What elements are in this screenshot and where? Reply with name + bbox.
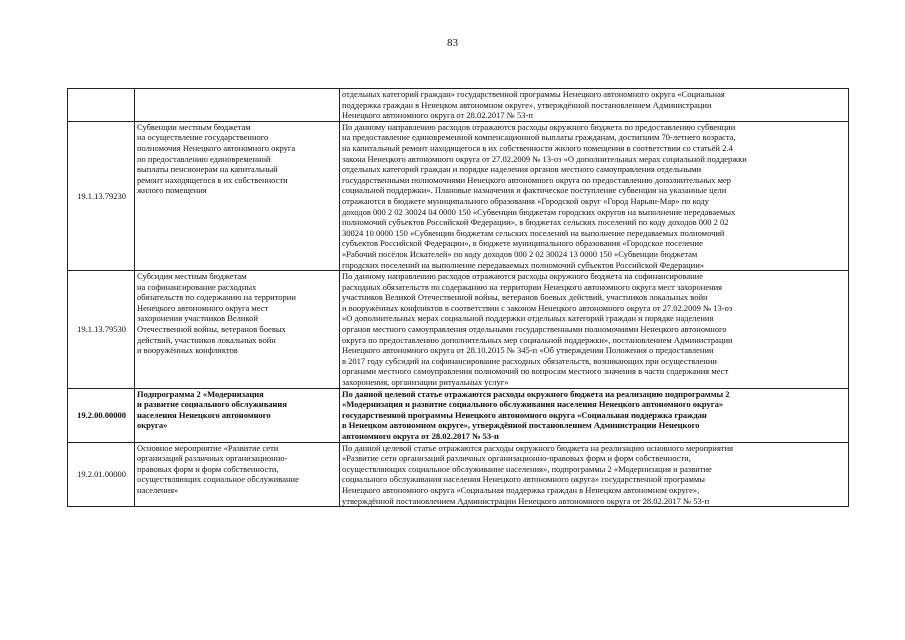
row-code: 19.1.13.79230 [68, 121, 135, 270]
row-description: По данному направлению расходов отражаются расходы окружного бюджета на софинансирование расходных обязательств по содержанию на территории Ненецкого автономного округа мест захоронения участников Великой Отечественной войны, ветеранов боевых действий, участников локальных войн и вооружённых конфликтов в соответствии с законом Ненецкого автономного округа от 27.02.2009 № 13-оз «О дополнительных мерах социальной поддержки отдельных категорий граждан и порядке наделения органов местного самоуправления отдельными государственными полномочиями Ненецкого автономного округа по предоставлению дополнительных мер социальной поддержки», постановлением Администрации Ненецкого автономного округа от 28.10.2015 № 345-п «Об утверждении Положения о предоставлении в 2017 году субсидий на софинансирование расходных обязательств, возникающих при осуществлении органами местного самоуправления полномочий по вопросам местного значения в части содержания мест захоронения, организации ритуальных услуг» [340, 271, 849, 389]
page-number: 83 [447, 37, 458, 49]
row-code: 19.2.01.00000 [68, 442, 135, 507]
row-name: Субсидии местным бюджетам на софинансирование расходных обязательств по содержанию на территории Ненецкого автономного округа мест захоронения участников Великой Отечественной войны, ветеранов боевых действий, участников локальных войн и вооружённых конфликтов [135, 271, 340, 389]
table-row [68, 121, 849, 270]
row-name: Основное мероприятие «Развитие сети организаций различных организационно- правовых форм и форм собственности, осуществляющих социальное обслуживание населения» [135, 442, 340, 507]
row-name: Подпрограмма 2 «Модернизация и развитие социального обслуживания населения Ненецкого автономного округа» [135, 388, 340, 442]
table-row [68, 271, 849, 389]
row-name [135, 89, 340, 122]
row-description: По данной целевой статье отражаются расходы окружного бюджета на реализацию подпрограммы 2 «Модернизация и развитие социального обслуживания населения Ненецкого автономного округа» государственной программы Ненецкого автономного округа «Социальная поддержка граждан в Ненецком автономном округе», утверждённой постановлением Администрации Ненецкого автономного округа от 28.02.2017 № 53-п [340, 388, 849, 442]
row-description: По данному направлению расходов отражаются расходы окружного бюджета по предоставлению субвенции на предоставление единовременной компенсационной выплаты гражданам, достигшим 70-летнего возраста, на капитальный ремонт находящегося в их собственности жилого помещения в соответствии со статьёй 2.4 закона Ненецкого автономного округа от 27.02.2009 № 13-оз «О дополнительных мерах социальной поддержки отдельных категорий граждан и порядке наделения органов местного самоуправления отдельными государственными полномочиями Ненецкого автономного округа по предоставлению дополнительных мер социальной поддержки». Плановые назначения и фактическое поступление субвенции на указанные цели отражаются в бюджете муниципального образования «Городской округ «Город Нарьян-Мар» по коду доходов 000 2 02 30024 04 0000 150 «Субвенции бюджетам городских округов на выполнение передаваемых полномочий субъектов Российской Федерации», в бюджетах сельских поселений по коду доходов 000 2 02 30024 10 0000 150 «Субвенции бюджетам сельских поселений на выполнение передаваемых полномочий субъектов Российской Федерации», в бюджете муниципального образования «Городское поселение «Рабочий посёлок Искателей» по коду доходов 000 2 02 30024 13 0000 150 «Субвенции бюджетам городских поселений на выполнение передаваемых полномочий субъектов Российской Федерации» [340, 121, 849, 270]
row-description: отдельных категорий граждан» государственной программы Ненецкого автономного округа «Социальная поддержка граждан в Ненецком автономном округе», утверждённой постановлением Администрации Ненецкого автономного округа от 28.02.2017 № 53-п [340, 89, 849, 122]
row-code: 19.2.00.00000 [68, 388, 135, 442]
row-code: 19.1.13.79530 [68, 271, 135, 389]
row-name: Субвенции местным бюджетам на осуществление государственного полномочия Ненецкого автономного округа по предоставлению единовременной выплаты пенсионерам на капитальный ремонт находящегося в их собственности жилого помещения [135, 121, 340, 270]
table-row [68, 89, 849, 122]
table-row [68, 388, 849, 442]
row-code [68, 89, 135, 122]
budget-classification-table [67, 88, 849, 507]
row-description: По данной целевой статье отражаются расходы окружного бюджета на реализацию основного мероприятия «Развитие сети организаций различных организационно-правовых форм и форм собственности, осуществляющих социальное обслуживание населения», подпрограммы 2 «Модернизация и развитие социального обслуживания населения Ненецкого автономного округа» государственной программы Ненецкого автономного округа «Социальная поддержка граждан в Ненецком автономном округе», утверждённой постановлением Администрации Ненецкого автономного округа от 28.02.2017 № 53-п [340, 442, 849, 507]
table-row [68, 442, 849, 507]
